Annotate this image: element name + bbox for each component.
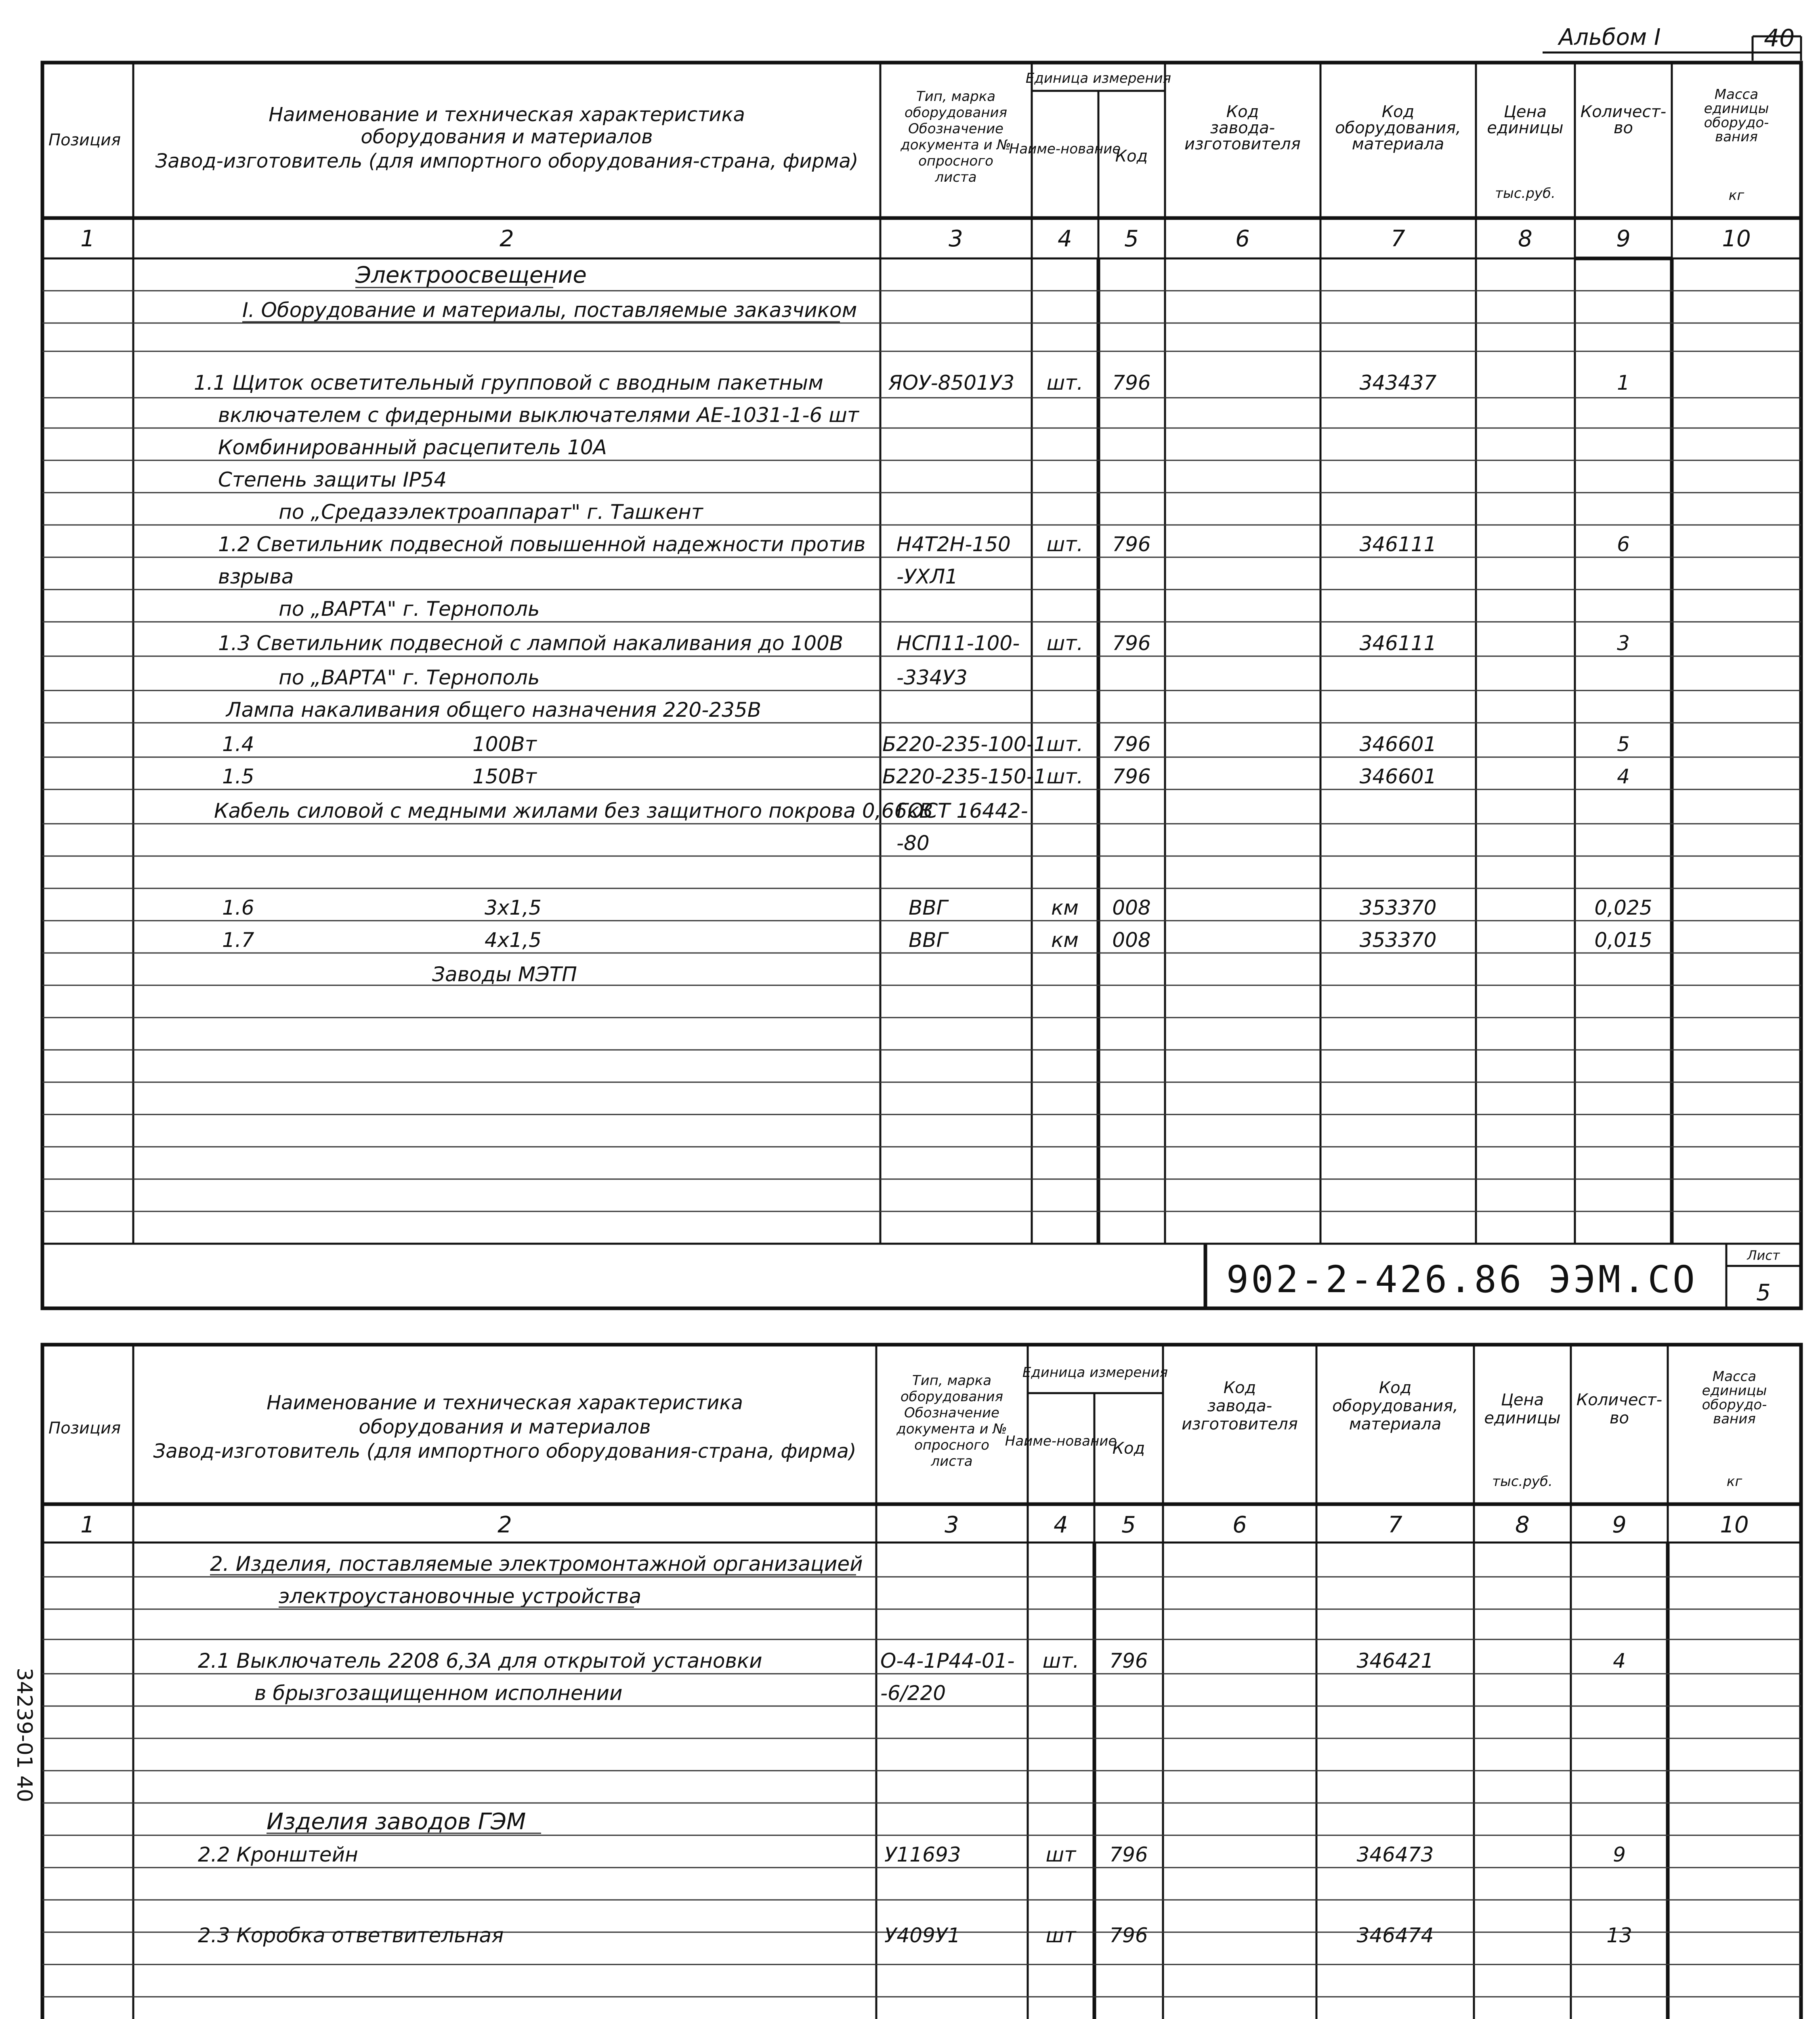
table-row: Изделия заводов ГЭМ: [267, 1809, 526, 1835]
col-num-3: 3: [949, 226, 963, 252]
hdr-plant-2: завода-: [1207, 1397, 1272, 1415]
table-row: 2.3 Коробка ответвительная: [198, 1924, 504, 1947]
hdr-price-unit: тыс.руб.: [1492, 1473, 1553, 1490]
cell-unit: км: [1051, 896, 1079, 919]
cell-type: ВВГ: [909, 896, 948, 919]
table-row: в брызгозащищенном исполнении: [254, 1681, 623, 1705]
hdr-pos: Позиция: [48, 131, 121, 149]
col-num-7: 7: [1388, 1512, 1402, 1538]
hdr-qty-2: во: [1609, 1409, 1629, 1427]
col-num-8: 8: [1518, 226, 1532, 252]
hdr-type-3: Обозначение: [908, 121, 1003, 137]
col-num-4: 4: [1054, 1512, 1068, 1538]
cell-type: ВВГ: [909, 928, 948, 952]
sheet-2-rows: [198, 1552, 1632, 1947]
cell-code: 796: [1112, 732, 1151, 756]
hdr-mass-unit: кг: [1728, 187, 1744, 204]
drawing-code-stamp: 902-2-426.86 ЭЭМ.СО: [1226, 1258, 1698, 1301]
hdr-type-4: документа и №: [901, 137, 1011, 153]
hdr-mass-4: вания: [1715, 129, 1758, 145]
table-row-spec: 150Вт: [472, 765, 537, 788]
table-row: Степень защиты IP54: [218, 468, 447, 491]
cell-equip: 346474: [1356, 1924, 1434, 1947]
side-note: 34239-01 40: [12, 1668, 36, 1803]
cell-equip: 343437: [1359, 371, 1437, 395]
cell-qty: 4: [1617, 765, 1630, 788]
cell-qty: 13: [1606, 1924, 1632, 1947]
cell-type: ГОСТ 16442-: [896, 799, 1028, 823]
hdr-plant-3: изготовителя: [1182, 1415, 1298, 1433]
table-row: Электроосвещение: [355, 262, 587, 288]
cell-equip: 346601: [1359, 732, 1437, 756]
col-num-9: 9: [1612, 1512, 1627, 1538]
col-num-10: 10: [1720, 1512, 1749, 1538]
hdr-qty-2: во: [1613, 119, 1633, 137]
cell-code: 796: [1112, 632, 1151, 655]
cell-qty: 0,025: [1594, 896, 1652, 919]
hdr-qty-1: Количест-: [1576, 1391, 1663, 1409]
cell-equip: 346111: [1359, 632, 1437, 655]
hdr-equip-3: материала: [1349, 1415, 1442, 1433]
hdr-equip-1: Код: [1379, 1379, 1412, 1397]
col-num-5: 5: [1124, 226, 1139, 252]
table-row: по „ВАРТА" г. Тернополь: [279, 597, 540, 621]
cell-equip: 346421: [1356, 1649, 1434, 1673]
album-label: Альбом I: [1559, 24, 1661, 50]
cell-type: ЯОУ-8501У3: [888, 371, 1015, 395]
table-row-spec: 100Вт: [472, 732, 537, 756]
cell-equip: 353370: [1359, 896, 1437, 919]
cell-qty: 9: [1613, 1843, 1626, 1866]
cell-unit: шт.: [1042, 1649, 1079, 1673]
cell-code: 796: [1109, 1924, 1148, 1947]
col-num-10: 10: [1722, 226, 1751, 252]
table-row: электроустановочные устройства: [279, 1585, 642, 1608]
hdr-type-4: документа и №: [896, 1421, 1007, 1437]
table-row: 1.6: [222, 896, 254, 919]
col-num-7: 7: [1391, 226, 1405, 252]
cell-unit: шт.: [1046, 632, 1083, 655]
cell-type: -УХЛ1: [896, 565, 958, 588]
hdr-type-2: оборудования: [900, 1389, 1003, 1405]
hdr-plant-2: завода-: [1210, 119, 1275, 137]
table-row: Кабель силовой с медными жилами без защитного покрова 0,66кВ: [214, 799, 933, 823]
cell-code: 796: [1112, 765, 1151, 788]
table-row: 1.3 Светильник подвесной с лампой накаливания до 100В: [218, 632, 844, 655]
hdr-plant-1: Код: [1223, 1379, 1256, 1397]
col-num-9: 9: [1616, 226, 1631, 252]
cell-qty: 5: [1617, 732, 1630, 756]
table-row-spec: 3х1,5: [485, 896, 542, 919]
album-sheet-number: 40: [1764, 24, 1795, 52]
table-row: по „Средазэлектроаппарат" г. Ташкент: [279, 500, 703, 524]
col-num-1: 1: [80, 1512, 95, 1538]
cell-unit: шт.: [1046, 533, 1083, 556]
cell-type: У409У1: [884, 1924, 961, 1947]
hdr-type-3: Обозначение: [904, 1405, 999, 1421]
col-num-8: 8: [1515, 1512, 1530, 1538]
cell-unit: шт: [1045, 1924, 1076, 1947]
col-num-6: 6: [1235, 226, 1250, 252]
table-row: 2.2 Кронштейн: [198, 1843, 358, 1866]
hdr-name-2: оборудования и материалов: [361, 126, 653, 148]
cell-unit: шт.: [1046, 371, 1083, 395]
cell-qty: 4: [1613, 1649, 1626, 1673]
hdr-unit: Единица измерения: [1025, 70, 1171, 86]
table-row: 1.1 Щиток осветительный групповой с вводным пакетным: [194, 371, 823, 395]
cell-type: У11693: [884, 1843, 961, 1866]
hdr-mass-1: Масса: [1712, 1368, 1757, 1385]
hdr-unit-code: Код: [1112, 1439, 1145, 1458]
col-num-2: 2: [498, 1512, 512, 1538]
cell-unit: шт.: [1046, 732, 1083, 756]
hdr-plant-3: изготовителя: [1184, 135, 1301, 153]
table-row: Лампа накаливания общего назначения 220-235В: [226, 698, 762, 722]
cell-unit: шт: [1045, 1843, 1076, 1866]
hdr-price-2: единицы: [1484, 1409, 1561, 1427]
table-row: 1.4: [222, 732, 254, 756]
hdr-name-1: Наименование и техническая характеристика: [267, 1391, 743, 1414]
cell-qty: 6: [1617, 533, 1630, 556]
sheet-1-rows: [194, 262, 1652, 986]
hdr-name-3: Завод-изготовитель (для импортного оборудования-страна, фирма): [155, 150, 859, 172]
hdr-name-3: Завод-изготовитель (для импортного оборудования-страна, фирма): [153, 1440, 856, 1463]
cell-qty: 3: [1617, 632, 1630, 655]
col-num-2: 2: [500, 226, 514, 252]
cell-qty: 1: [1617, 371, 1630, 395]
table-row: 2.1 Выключатель 2208 6,3А для открытой установки: [198, 1649, 762, 1673]
table-row: Заводы МЭТП: [432, 963, 577, 986]
hdr-equip-3: материала: [1352, 135, 1444, 153]
cell-code: 796: [1109, 1843, 1148, 1866]
table-row-spec: 4х1,5: [485, 928, 542, 952]
hdr-mass-4: вания: [1713, 1411, 1756, 1427]
hdr-unit-name: Наиме-нование: [1009, 141, 1121, 157]
cell-type: НСП11-100-: [896, 632, 1020, 655]
sheet-number: 5: [1756, 1280, 1771, 1306]
hdr-price-2: единицы: [1487, 119, 1564, 137]
cell-code: 008: [1112, 896, 1151, 919]
hdr-mass-3: оборудо-: [1702, 1397, 1767, 1413]
hdr-name-2: оборудования и материалов: [359, 1416, 651, 1438]
hdr-mass-unit: кг: [1726, 1473, 1742, 1490]
hdr-plant-1: Код: [1226, 103, 1259, 121]
cell-equip: 353370: [1359, 928, 1437, 952]
col-num-6: 6: [1232, 1512, 1247, 1538]
col-num-4: 4: [1058, 226, 1072, 252]
cell-equip: 346111: [1359, 533, 1437, 556]
hdr-price-1: Цена: [1501, 1391, 1544, 1409]
cell-code: 796: [1109, 1649, 1148, 1673]
sheet-2-header: [48, 1364, 1767, 1538]
table-row: Комбинированный расцепитель 10А: [218, 436, 607, 459]
hdr-mass-2: единицы: [1704, 101, 1769, 117]
hdr-unit-code: Код: [1115, 147, 1148, 166]
col-num-3: 3: [945, 1512, 959, 1538]
hdr-mass-2: единицы: [1702, 1383, 1767, 1399]
hdr-type-6: листа: [935, 169, 977, 185]
hdr-unit: Единица измерения: [1022, 1364, 1168, 1381]
table-row: 2. Изделия, поставляемые электромонтажной организацией: [210, 1552, 863, 1576]
cell-code: 796: [1112, 533, 1151, 556]
hdr-qty-1: Количест-: [1580, 103, 1667, 121]
cell-unit: км: [1051, 928, 1079, 952]
cell-equip: 346473: [1356, 1843, 1434, 1866]
table-row: по „ВАРТА" г. Тернополь: [279, 666, 540, 689]
hdr-type-5: опросного: [918, 153, 993, 169]
hdr-type-1: Тип, марка: [912, 1373, 992, 1389]
table-row: включателем с фидерными выключателями АЕ-1031-1-6 шт: [218, 403, 859, 427]
hdr-mass-3: оборудо-: [1704, 115, 1769, 131]
cell-equip: 346601: [1359, 765, 1437, 788]
hdr-type-6: листа: [931, 1453, 973, 1469]
cell-type: Н4Т2Н-150: [896, 533, 1011, 556]
cell-type: -334У3: [896, 666, 968, 689]
sheet-1-header: [48, 70, 1769, 252]
hdr-pos: Позиция: [48, 1419, 121, 1438]
table-row: 1.7: [222, 928, 254, 952]
cell-type: -80: [896, 831, 930, 855]
col-num-5: 5: [1121, 1512, 1136, 1538]
hdr-type-5: опросного: [914, 1437, 989, 1453]
hdr-equip-1: Код: [1381, 103, 1415, 121]
hdr-name-1: Наименование и техническая характеристика: [269, 103, 745, 126]
hdr-equip-2: оборудования,: [1335, 119, 1461, 137]
hdr-mass-1: Масса: [1714, 86, 1759, 103]
cell-unit: шт.: [1046, 765, 1083, 788]
table-row: 1.5: [222, 765, 254, 788]
hdr-price-unit: тыс.руб.: [1495, 185, 1556, 201]
cell-type: О-4-1Р44-01-: [880, 1649, 1015, 1673]
col-num-1: 1: [80, 226, 95, 252]
cell-code: 008: [1112, 928, 1151, 952]
table-row: I. Оборудование и материалы, поставляемые заказчиком: [242, 298, 857, 322]
table-row: 1.2 Светильник подвесной повышенной надежности против: [218, 533, 866, 556]
hdr-unit-name: Наиме-нование: [1005, 1433, 1117, 1449]
sheet-label: Лист: [1747, 1248, 1780, 1263]
hdr-type-1: Тип, марка: [916, 88, 996, 105]
cell-type: Б220-235-150-1: [882, 765, 1047, 788]
hdr-price-1: Цена: [1503, 103, 1547, 121]
table-row: взрыва: [218, 565, 294, 588]
cell-type: Б220-235-100-1: [882, 732, 1047, 756]
hdr-type-2: оборудования: [904, 105, 1008, 121]
cell-type: -6/220: [880, 1681, 946, 1705]
cell-qty: 0,015: [1594, 928, 1652, 952]
hdr-equip-2: оборудования,: [1332, 1397, 1458, 1415]
cell-code: 796: [1112, 371, 1151, 395]
